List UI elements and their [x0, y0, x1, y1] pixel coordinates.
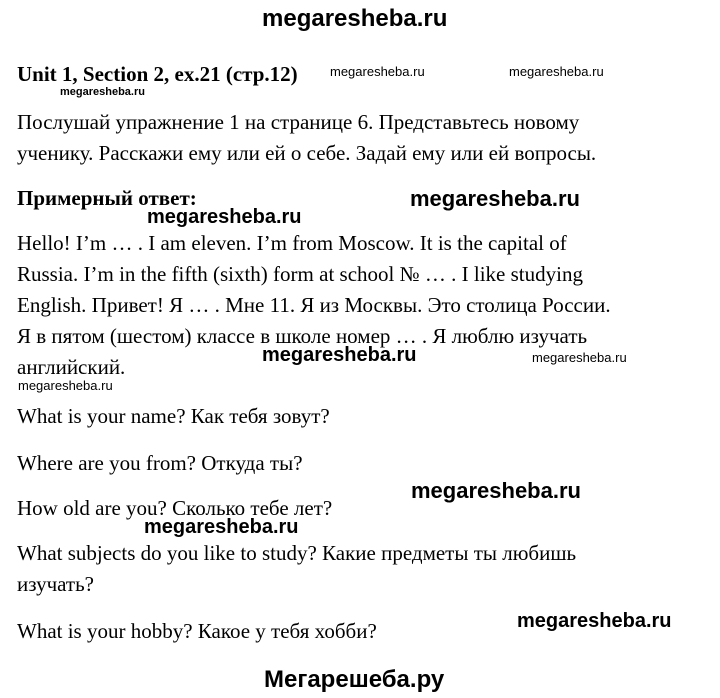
question-from: Where are you from? Откуда ты? — [17, 451, 303, 475]
watermark: megaresheba.ru — [509, 64, 604, 79]
watermark: megaresheba.ru — [330, 64, 425, 79]
question-subjects-line: изучать? — [17, 572, 95, 596]
footer-brand: Мегарешеба.ру — [264, 666, 445, 693]
watermark: megaresheba.ru — [144, 516, 299, 538]
question-age: How old are you? Сколько тебе лет? — [17, 496, 333, 520]
exercise-title: Unit 1, Section 2, ex.21 (стр.12) — [17, 62, 298, 86]
watermark: megaresheba.ru — [147, 206, 302, 228]
watermark: megaresheba.ru — [517, 610, 672, 632]
answer-line: Я в пятом (шестом) классе в школе номер … . Я люблю изучать — [17, 324, 588, 348]
answer-line: Russia. I’m in the fifth (sixth) form at school № … . I like studying — [17, 262, 583, 286]
answer-heading: Примерный ответ: — [17, 186, 197, 210]
watermark: megaresheba.ru — [18, 378, 113, 393]
question-subjects — [17, 538, 707, 600]
task-line: Послушай упражнение 1 на странице 6. Представьтесь новому — [17, 110, 580, 134]
question-subjects-line: What subjects do you like to study? Какие предметы ты любишь — [17, 541, 577, 565]
question-name: What is your name? Как тебя зовут? — [17, 404, 330, 428]
watermark: megaresheba.ru — [532, 350, 627, 365]
watermark: megaresheba.ru — [410, 186, 580, 211]
answer-line: английский. — [17, 355, 126, 379]
task-text — [17, 107, 707, 169]
watermark: megaresheba.ru — [262, 344, 417, 366]
watermark: megaresheba.ru — [411, 478, 581, 503]
watermark: megaresheba.ru — [60, 86, 145, 98]
task-line: ученику. Расскажи ему или ей о себе. Задай ему или ей вопросы. — [17, 141, 597, 165]
answer-line: English. Привет! Я … . Мне 11. Я из Москвы. Это столица России. — [17, 293, 611, 317]
site-header: megaresheba.ru — [262, 5, 448, 32]
answer-line: Hello! I’m … . I am eleven. I’m from Moscow. It is the capital of — [17, 231, 567, 255]
question-hobby: What is your hobby? Какое у тебя хобби? — [17, 619, 377, 643]
